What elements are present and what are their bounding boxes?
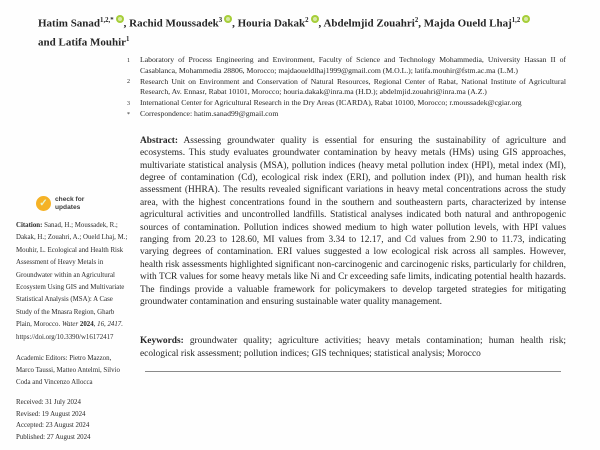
- author-name: Rachid Moussadek: [129, 17, 219, 30]
- abstract-paragraph: [140, 135, 566, 309]
- correspondence-text: Correspondence: hatim.sanad99@gmail.com: [140, 109, 279, 119]
- orcid-icon[interactable]: [224, 15, 232, 23]
- author-name: Majda Oueld Lhaj: [423, 17, 512, 30]
- affiliation-item: [127, 77, 566, 99]
- affiliation-text: Research Unit on Environment and Conservation of Natural Resources, Regional Center of Rabat, National Institute of Agricultural Research, Av. Ennasr, Rabat 10101, Morocco; houria.dakak@inra.ma (H.D.); abdelmjid.zouahri@inra.ma (A.Z.): [140, 76, 566, 97]
- doi-link[interactable]: https://doi.org/10.3390/w16172417: [16, 333, 114, 341]
- author-name: Abdelmjid Zouahri: [323, 17, 415, 30]
- author-block: [38, 13, 570, 50]
- orcid-icon[interactable]: [522, 15, 530, 23]
- author-separator: ,: [232, 17, 238, 30]
- abstract-text: Assessing groundwater quality is essential for ensuring the sustainability of agriculture and ecosystems. This study evaluates groundwater contamination by heavy metals (HMs) using GIS approaches, multivariate statistical analysis (MSA), pollution indices (heavy metal pollution index (HPI), metal index (MI), degree of contamination (Cd), ecological risk index (ERI), and pollution index (PI)), and human health risk assessment (HHRA). The results revealed significant variations in heavy metal concentrations across the study area, with the highest concentrations found in the southern and southeastern parts, characterized by intense agricultural activities and uncontrolled landfills. Statistical analyses indicated both natural and anthropogenic sources of contamination. Pollution indices showed medium to high water pollution levels, with HPI values ranging from 20.23 to 128.60, MI values from 3.34 to 12.17, and Cd values from 2.90 to 11.73, indicating varying degrees of contamination. ERI values suggested a low ecological risk across all samples. However, health risk assessments highlighted significant non-carcinogenic and carcinogenic risks, particularly for children, with TCR values for some heavy metals like Ni and Cr exceeding safe limits, indicating potential health hazards. The findings provide a valuable framework for policymakers to develop targeted strategies for mitigating groundwater contamination and ensuring sustainable water quality management.: [140, 135, 566, 308]
- check-for-updates-badge[interactable]: [36, 196, 129, 211]
- author-separator: ,: [318, 17, 324, 30]
- author-affil-sup: 2: [414, 17, 419, 24]
- affiliation-marker: 1: [127, 57, 130, 64]
- published-date: Published: 27 August 2024: [16, 433, 91, 441]
- correspondence-marker: *: [127, 111, 130, 118]
- author-name: and Latifa Mouhir: [38, 36, 127, 49]
- journal-volume: , 16, 2417.: [93, 321, 123, 329]
- affiliation-marker: 2: [127, 79, 130, 86]
- sidebar: [16, 196, 129, 443]
- author-affil-sup: 1: [126, 35, 130, 43]
- journal-name: Water: [61, 321, 79, 329]
- author-affil-sup: 2: [305, 17, 309, 24]
- affiliations-list: [127, 55, 566, 121]
- keywords-label: Keywords:: [140, 336, 184, 347]
- author-name: Houria Dakak: [237, 17, 306, 30]
- academic-editors: Academic Editors: Pietro Mazzon, Marco Taussi, Matteo Antelmi, Silvio Coda and Vincenzo Allocca: [16, 355, 120, 386]
- history-dates: [16, 397, 129, 443]
- journal-year: 2024: [78, 321, 94, 329]
- affiliation-marker: 3: [127, 100, 130, 107]
- keywords-text: groundwater quality; agriculture activities; heavy metals contamination; human health risk; ecological risk assessment; pollution indices; GIS techniques; statistical analysis; Morocco: [140, 336, 566, 359]
- affiliation-text: Laboratory of Process Engineering and Environment, Faculty of Science and Technology Mohammedia, University Hassan II of Casablanca, Mohammedia 28806, Morocco; majdaoueldlhaj1999@gmail.com (M.O.L.); latifa.mouhir@fstm.ac.ma (L.M.): [140, 55, 566, 75]
- revised-date: Revised: 19 August 2024: [16, 410, 86, 418]
- author-affil-sup: 3: [218, 17, 223, 24]
- affiliation-item: [127, 55, 566, 77]
- affiliation-item: [127, 98, 566, 109]
- affiliation-text: International Center for Agricultural Research in the Dry Areas (ICARDA), Rabat 10100, Morocco; r.moussadek@cgiar.org: [140, 98, 522, 108]
- author-name: Hatim Sanad: [38, 17, 101, 30]
- author-affil-sup: 1,2: [511, 17, 521, 24]
- accepted-date: Accepted: 23 August 2024: [16, 422, 90, 430]
- author-separator: ,: [418, 17, 424, 30]
- author-affil-sup: 1,2,*: [100, 17, 114, 24]
- authors-line-1: [38, 13, 570, 32]
- citation-label: Citation:: [16, 222, 43, 229]
- check-for-updates-label: check for updates: [55, 196, 85, 211]
- authors-line-2: [38, 32, 570, 51]
- received-date: Received: 31 July 2024: [16, 399, 81, 407]
- citation-block: [16, 220, 129, 344]
- citation-text: Sanad, H.; Moussadek, R.; Dakak, H.; Zouahri, A.; Oueld Lhaj, M.; Mouhir, L. Ecological and Health Risk Assessment of Heavy Metals in Groundwater within an Agricultural Ecosystem Using GIS and Multivariate Statistical Analysis (MSA): A Case Study of the Mnasra Region, Gharb Plain, Morocco.: [16, 222, 128, 329]
- orcid-icon[interactable]: [311, 15, 319, 23]
- section-divider: [145, 371, 561, 372]
- orcid-icon[interactable]: [116, 15, 124, 23]
- correspondence-item: [127, 109, 566, 120]
- main-column: [127, 55, 566, 380]
- author-separator: ,: [123, 17, 130, 30]
- abstract-label: Abstract:: [140, 135, 179, 146]
- check-icon: ✓: [36, 196, 51, 211]
- keywords-paragraph: [140, 335, 566, 360]
